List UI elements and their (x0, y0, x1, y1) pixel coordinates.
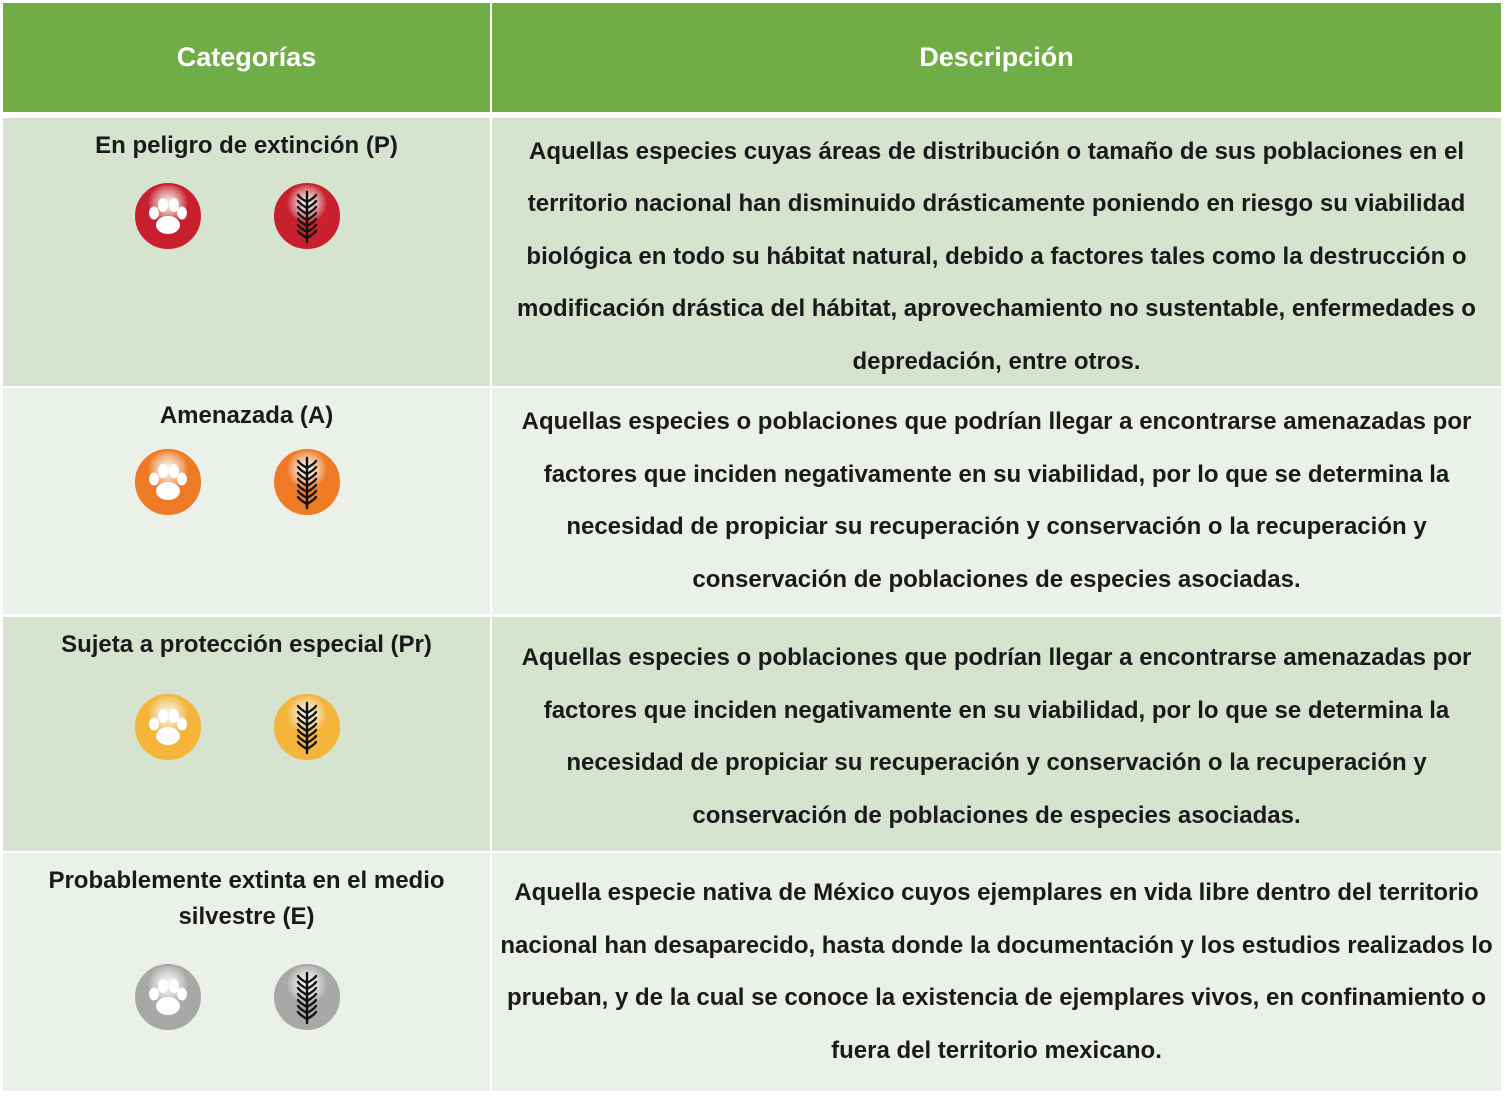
category-icons (3, 182, 490, 252)
header-descripcion: Descripción (492, 3, 1501, 112)
category-icons (3, 448, 490, 518)
category-label: En peligro de extinción (P) (95, 132, 398, 159)
paw-icon (134, 963, 202, 1031)
plant-icon (273, 448, 341, 516)
category-cell (3, 617, 490, 851)
description-text: Aquellas especies cuyas áreas de distribución o tamaño de sus poblaciones en el territorio nacional han disminuido drásticamente poniendo en riesgo su viabilidad biológica en todo su hábitat natural, debido a factores tales como la destrucción o modificación drástica del hábitat, aprovechamiento no sustentable, enfermedades o depredación, entre otros. (517, 137, 1476, 375)
category-icons (3, 693, 490, 763)
plant-icon (273, 182, 341, 250)
category-cell (3, 853, 490, 1091)
category-label: Probablemente extinta en el medio silvestre (E) (48, 867, 445, 930)
paw-icon (134, 693, 202, 761)
plant-icon (273, 693, 341, 761)
category-cell (3, 118, 490, 386)
plant-icon (273, 963, 341, 1031)
header-categorias: Categorías (3, 3, 490, 112)
category-cell (3, 388, 490, 614)
category-icons (3, 963, 490, 1033)
description-text: Aquella especie nativa de México cuyos ejemplares en vida libre dentro del territorio nacional han desaparecido, hasta donde la documentación y los estudios realizados lo prueban, y de la cual se conoce la existencia de ejemplares vivos, en confinamiento o fuera del territorio mexicano. (500, 879, 1493, 1064)
description-text: Aquellas especies o poblaciones que podrían llegar a encontrarse amenazadas por factores que inciden negativamente en su viabilidad, por lo que se determina la necesidad de propiciar su recuperación y conservación o la recuperación y conservación de poblaciones de especies asociadas. (521, 644, 1472, 829)
paw-icon (134, 182, 202, 250)
paw-icon (134, 448, 202, 516)
description-text: Aquellas especies o poblaciones que podrían llegar a encontrarse amenazadas por factores que inciden negativamente en su viabilidad, por lo que se determina la necesidad de propiciar su recuperación y conservación o la recuperación y conservación de poblaciones de especies asociadas. (521, 408, 1472, 593)
category-label: Sujeta a protección especial (Pr) (61, 631, 432, 658)
category-label: Amenazada (A) (159, 402, 334, 429)
